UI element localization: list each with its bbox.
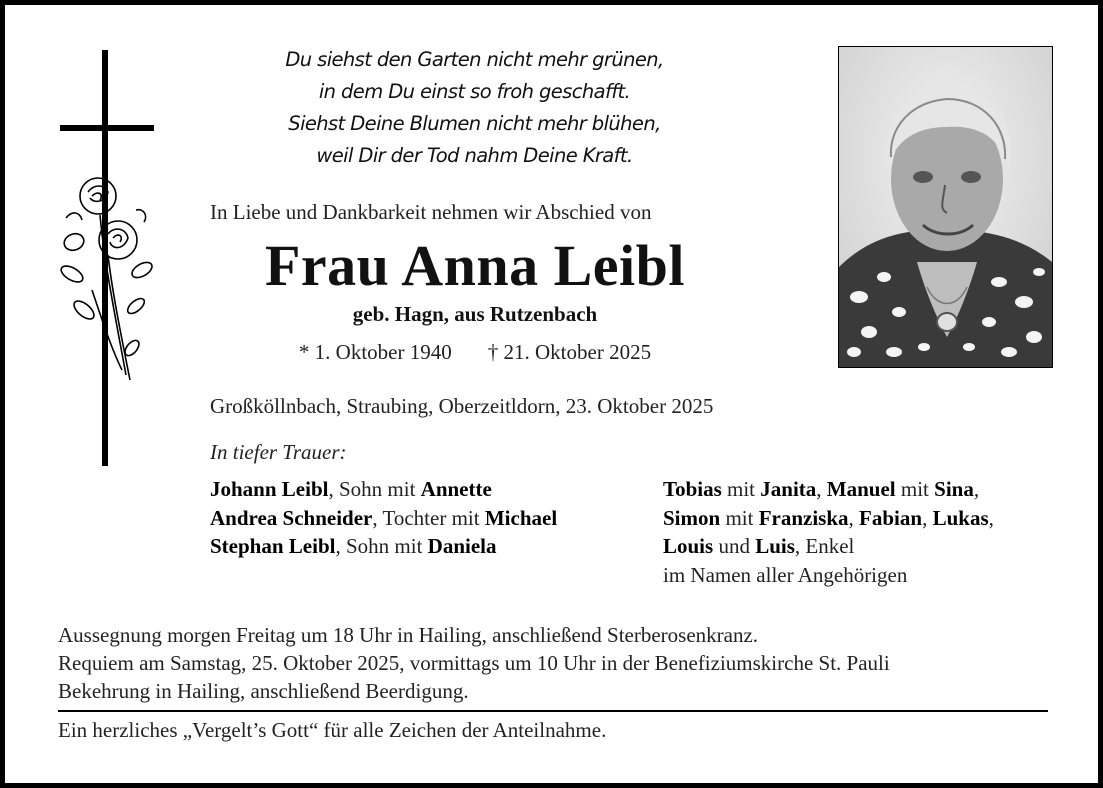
grandchild-name: Fabian — [859, 505, 923, 530]
connector: , Enkel — [794, 534, 855, 558]
poem-line: weil Dir der Tod nahm Deine Kraft. — [316, 144, 633, 167]
mourner-name: Andrea Schneider — [210, 505, 373, 530]
connector: mit — [721, 477, 761, 501]
mourner-line — [663, 475, 994, 504]
connector: , — [973, 477, 980, 501]
connector: mit — [720, 505, 759, 530]
place-date: Großköllnbach, Straubing, Oberzeitldorn, 23. Oktober 2025 — [210, 394, 714, 418]
intro-text: In Liebe und Dankbarkeit nehmen wir Abschied von — [210, 200, 652, 224]
roses-icon — [52, 170, 156, 385]
mourner-partner: Annette — [420, 477, 492, 501]
poem-line: Du siehst den Garten nicht mehr grünen, — [285, 48, 664, 71]
mourner-line — [663, 532, 994, 561]
partner-name: Sina — [934, 477, 974, 501]
connector: , — [988, 505, 994, 530]
poem-line: in dem Du einst so froh geschafft. — [318, 80, 631, 103]
thanks-text: Ein herzliches „Vergelt’s Gott“ für alle Zeichen der Anteilnahme. — [58, 718, 607, 742]
grandchild-name: Simon — [663, 505, 721, 530]
mourner-name: Stephan Leibl — [210, 534, 336, 558]
death-date: † 21. Oktober 2025 — [487, 340, 652, 364]
connector: und — [713, 534, 756, 558]
mourner-line: im Namen aller Angehörigen — [663, 562, 908, 587]
poem — [222, 44, 727, 172]
partner-name: Franziska — [758, 505, 849, 530]
grandchild-name: Tobias — [663, 477, 722, 501]
connector: , — [848, 505, 860, 530]
mourner-line — [210, 532, 557, 561]
funeral-info — [58, 621, 890, 705]
mourner-line — [663, 504, 994, 533]
birth-date: * 1. Oktober 1940 — [298, 340, 452, 364]
mourner-line — [210, 475, 557, 504]
mourner-name: Johann Leibl — [210, 477, 329, 501]
life-dates — [210, 340, 740, 365]
grandchild-name: Louis — [663, 534, 714, 558]
mourners-grandchildren — [663, 475, 994, 589]
mourner-partner: Daniela — [427, 534, 497, 558]
connector: , — [816, 477, 827, 501]
mourner-partner: Michael — [484, 505, 558, 530]
maiden-name-origin: geb. Hagn, aus Rutzenbach — [352, 302, 598, 326]
grandchild-name: Manuel — [826, 477, 896, 501]
cross-bar — [60, 125, 154, 131]
connector: mit — [895, 477, 935, 501]
mourner-relation: , Sohn mit — [335, 534, 428, 558]
grandchild-name: Lukas — [932, 505, 989, 530]
mourners-children — [210, 475, 557, 561]
mourner-relation: , Sohn mit — [328, 477, 421, 501]
partner-name: Janita — [760, 477, 817, 501]
divider — [58, 710, 1048, 712]
grandchild-name: Luis — [755, 534, 795, 558]
mourning-heading: In tiefer Trauer: — [210, 440, 347, 464]
mourner-line — [210, 504, 557, 533]
poem-line: Siehst Deine Blumen nicht mehr blühen, — [288, 112, 661, 135]
connector: , — [922, 505, 933, 530]
funeral-line: Aussegnung morgen Freitag um 18 Uhr in Hailing, anschließend Sterberosenkranz. — [58, 623, 759, 647]
deceased-name: Frau Anna Leibl — [264, 233, 686, 298]
portrait-photo — [838, 46, 1053, 368]
mourner-relation: , Tochter mit — [372, 505, 485, 530]
funeral-line: Requiem am Samstag, 25. Oktober 2025, vormittags um 10 Uhr in der Benefiziumskirche St. Pauli — [58, 651, 890, 675]
funeral-line: Bekehrung in Hailing, anschließend Beerdigung. — [58, 679, 469, 703]
